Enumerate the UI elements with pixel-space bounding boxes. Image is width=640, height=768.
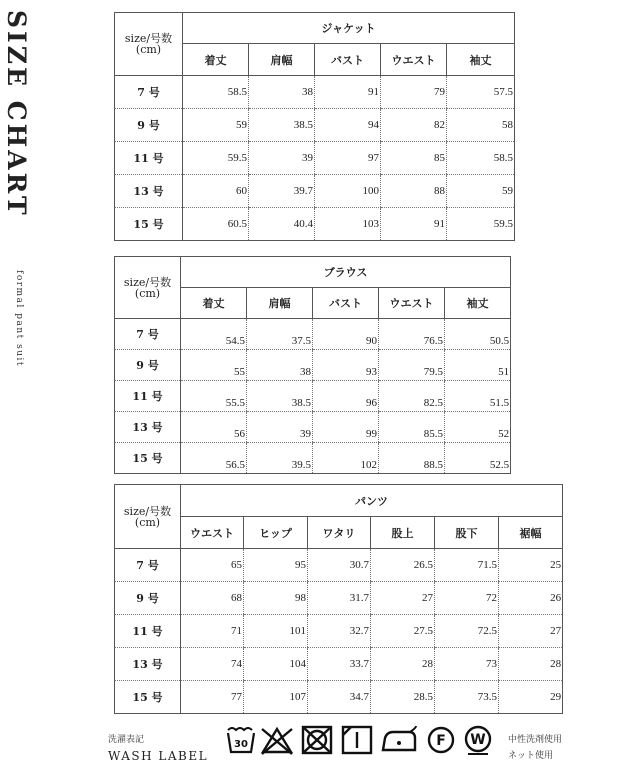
value-cell: 88 (381, 175, 447, 208)
column-header: 肩幅 (249, 44, 315, 76)
size-label-cell: size/号数 (cm) (115, 13, 183, 76)
value-cell: 27.5 (371, 615, 435, 648)
column-header: ウエスト (181, 517, 244, 549)
column-header: 股上 (371, 517, 435, 549)
value-cell: 71.5 (435, 549, 499, 582)
value-cell: 51 (445, 350, 511, 381)
side-subtitle: formal pant suit (14, 270, 24, 368)
wash-label-en: WASH LABEL (108, 749, 209, 763)
value-cell: 39.5 (247, 443, 313, 474)
value-cell: 52.5 (445, 443, 511, 474)
value-cell: 28 (371, 648, 435, 681)
value-cell: 51.5 (445, 381, 511, 412)
value-cell: 50.5 (445, 319, 511, 350)
value-cell: 38.5 (249, 109, 315, 142)
size-cell: 9 号 (115, 109, 183, 142)
size-cell: 11 号 (115, 381, 181, 412)
value-cell: 40.4 (249, 208, 315, 241)
size-cell: 13 号 (115, 648, 181, 681)
wash-label (108, 732, 208, 763)
value-cell: 82 (381, 109, 447, 142)
column-header: バスト (313, 288, 379, 319)
table-row (115, 443, 511, 474)
wash-tub-30-icon (226, 724, 256, 756)
no-bleach-icon (260, 724, 294, 756)
pants-size-table (114, 484, 563, 714)
value-cell: 34.7 (308, 681, 371, 714)
value-cell: 79.5 (379, 350, 445, 381)
value-cell: 59.5 (183, 142, 249, 175)
value-cell: 25 (499, 549, 563, 582)
value-cell: 59 (183, 109, 249, 142)
value-cell: 76.5 (379, 319, 445, 350)
value-cell: 79 (381, 76, 447, 109)
wash-note: ネット使用 (508, 751, 554, 761)
value-cell: 96 (313, 381, 379, 412)
wash-label-jp: 洗濯表記 (108, 735, 145, 745)
value-cell: 68 (181, 582, 244, 615)
line-dry-shade-icon (340, 724, 374, 756)
table-group-title: ブラウス (181, 257, 511, 288)
table-row (115, 412, 511, 443)
value-cell: 103 (315, 208, 381, 241)
table-row (115, 109, 515, 142)
value-cell: 85.5 (379, 412, 445, 443)
column-header: ウエスト (381, 44, 447, 76)
value-cell: 55 (181, 350, 247, 381)
value-cell: 28 (499, 648, 563, 681)
value-cell: 102 (313, 443, 379, 474)
wet-clean-letter: W (470, 732, 486, 748)
table-row (115, 549, 563, 582)
table-group-title: ジャケット (183, 13, 515, 44)
column-header: ウエスト (379, 288, 445, 319)
size-cell: 7 号 (115, 549, 181, 582)
value-cell: 91 (381, 208, 447, 241)
no-tumble-dry-icon (300, 724, 334, 756)
value-cell: 58.5 (447, 142, 515, 175)
column-header: ワタリ (308, 517, 371, 549)
value-cell: 82.5 (379, 381, 445, 412)
value-cell: 39 (247, 412, 313, 443)
size-cell: 11 号 (115, 615, 181, 648)
wash-note: 中性洗剤使用 (508, 735, 563, 745)
value-cell: 32.7 (308, 615, 371, 648)
value-cell: 77 (181, 681, 244, 714)
size-cell: 11 号 (115, 142, 183, 175)
size-cell: 13 号 (115, 412, 181, 443)
value-cell: 31.7 (308, 582, 371, 615)
tub-temp: 30 (234, 739, 248, 750)
table-row (115, 648, 563, 681)
size-cell: 9 号 (115, 350, 181, 381)
size-cell: 15 号 (115, 443, 181, 474)
value-cell: 95 (244, 549, 308, 582)
value-cell: 65 (181, 549, 244, 582)
value-cell: 38 (249, 76, 315, 109)
value-cell: 94 (315, 109, 381, 142)
table-row (115, 681, 563, 714)
size-label-cell: size/号数 (cm) (115, 257, 181, 319)
table-group-title: パンツ (181, 485, 563, 517)
value-cell: 101 (244, 615, 308, 648)
value-cell: 100 (315, 175, 381, 208)
value-cell: 73.5 (435, 681, 499, 714)
size-label-cell: size/号数 (cm) (115, 485, 181, 549)
value-cell: 39.7 (249, 175, 315, 208)
value-cell: 72.5 (435, 615, 499, 648)
value-cell: 72 (435, 582, 499, 615)
value-cell: 57.5 (447, 76, 515, 109)
value-cell: 30.7 (308, 549, 371, 582)
table-row (115, 142, 515, 175)
jacket-size-table (114, 12, 515, 241)
value-cell: 104 (244, 648, 308, 681)
column-header: 着丈 (181, 288, 247, 319)
value-cell: 85 (381, 142, 447, 175)
value-cell: 60.5 (183, 208, 249, 241)
value-cell: 93 (313, 350, 379, 381)
size-cell: 7 号 (115, 76, 183, 109)
table-row (115, 381, 511, 412)
value-cell: 90 (313, 319, 379, 350)
column-header: 袖丈 (445, 288, 511, 319)
value-cell: 26 (499, 582, 563, 615)
value-cell: 59.5 (447, 208, 515, 241)
table-row (115, 76, 515, 109)
table-row (115, 350, 511, 381)
blouse-size-table (114, 256, 511, 474)
iron-low-icon (380, 724, 418, 756)
column-header: 肩幅 (247, 288, 313, 319)
value-cell: 28.5 (371, 681, 435, 714)
value-cell: 99 (313, 412, 379, 443)
value-cell: 58 (447, 109, 515, 142)
value-cell: 39 (249, 142, 315, 175)
table-row (115, 319, 511, 350)
value-cell: 107 (244, 681, 308, 714)
value-cell: 33.7 (308, 648, 371, 681)
value-cell: 56.5 (181, 443, 247, 474)
table-row (115, 582, 563, 615)
value-cell: 38 (247, 350, 313, 381)
value-cell: 56 (181, 412, 247, 443)
side-title (2, 10, 42, 270)
value-cell: 38.5 (247, 381, 313, 412)
value-cell: 55.5 (181, 381, 247, 412)
value-cell: 27 (371, 582, 435, 615)
value-cell: 74 (181, 648, 244, 681)
value-cell: 37.5 (247, 319, 313, 350)
value-cell: 97 (315, 142, 381, 175)
column-header: 裾幅 (499, 517, 563, 549)
value-cell: 27 (499, 615, 563, 648)
column-header: 袖丈 (447, 44, 515, 76)
table-row (115, 175, 515, 208)
dry-clean-f-icon (426, 724, 456, 756)
column-header: ヒップ (244, 517, 308, 549)
value-cell: 29 (499, 681, 563, 714)
size-cell: 9 号 (115, 582, 181, 615)
column-header: 股下 (435, 517, 499, 549)
value-cell: 73 (435, 648, 499, 681)
table-row (115, 615, 563, 648)
size-chart-title: SIZE CHART (2, 10, 31, 218)
value-cell: 88.5 (379, 443, 445, 474)
value-cell: 91 (315, 76, 381, 109)
size-cell: 13 号 (115, 175, 183, 208)
value-cell: 60 (183, 175, 249, 208)
wash-notes (508, 732, 562, 764)
size-cell: 15 号 (115, 681, 181, 714)
value-cell: 98 (244, 582, 308, 615)
value-cell: 26.5 (371, 549, 435, 582)
size-cell: 7 号 (115, 319, 181, 350)
dry-clean-letter: F (436, 733, 446, 749)
value-cell: 54.5 (181, 319, 247, 350)
value-cell: 58.5 (183, 76, 249, 109)
column-header: 着丈 (183, 44, 249, 76)
wet-clean-w-icon (462, 724, 494, 756)
value-cell: 71 (181, 615, 244, 648)
column-header: バスト (315, 44, 381, 76)
table-row (115, 208, 515, 241)
size-cell: 15 号 (115, 208, 183, 241)
value-cell: 59 (447, 175, 515, 208)
value-cell: 52 (445, 412, 511, 443)
